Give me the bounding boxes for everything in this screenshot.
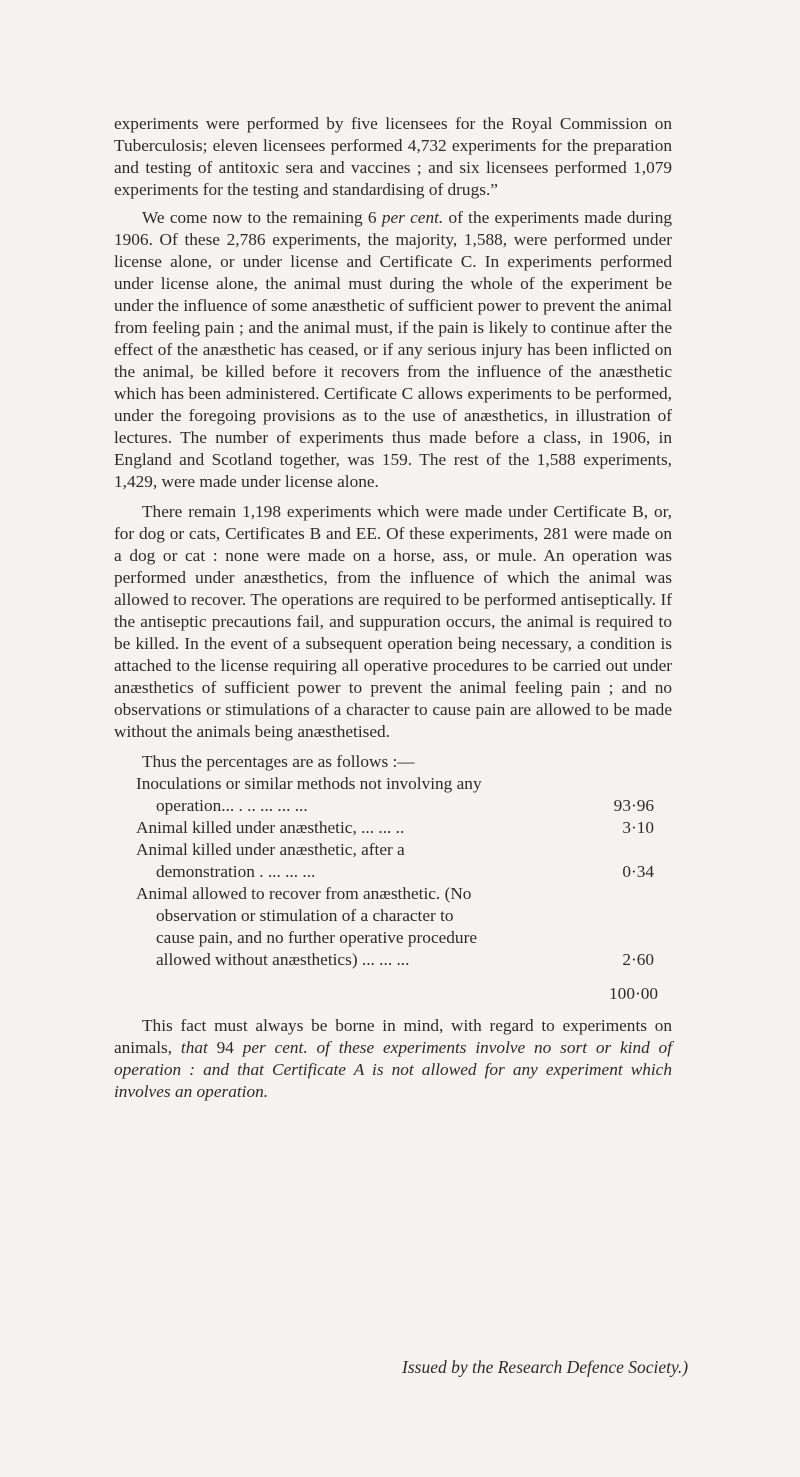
table-row-label	[136, 883, 590, 971]
table-row-label-line: Animal killed under anæsthetic, after a	[136, 840, 405, 859]
paragraph-1: experiments were performed by five licensees for the Royal Commission on Tuberculosis; eleven licensees performed 4,732 experiments for the preparation and testing of antitoxic sera and vaccines ; and six licensees performed 1,079 experiments for the testing and standardising of drugs.”	[114, 114, 672, 199]
table-row-label-line: Inoculations or similar methods not involving any	[136, 774, 482, 793]
paragraph-2-text-a: We come now to the remaining 6	[142, 208, 382, 227]
closing-text-b: 94	[207, 1038, 243, 1057]
table-row-label-line: cause pain, and no further operative procedure	[156, 928, 477, 947]
table-row-label	[136, 817, 590, 839]
table-row	[136, 883, 672, 971]
paragraph-2-italic: per cent.	[381, 208, 444, 227]
table-row	[136, 817, 672, 839]
paragraph-2-text-b: of the experiments made during 1906. Of these 2,786 experiments, the majority, 1,588, were performed under license alone, or under license and Certificate C. In experiments performed under license alone, the animal must during the whole of the experiment be under the influence of some anæsthetic of sufficient power to prevent the animal from feeling pain ; and the animal must, if the pain is likely to continue after the effect of the anæsthetic has ceased, or if any serious injury has been inflicted on the animal, be killed before it recovers from the influence of the anæsthetic which has been administered. Certificate C allows experiments to be performed, under the foregoing provisions as to the use of anæsthetics, in illustration of lectures. The number of experiments thus made before a class, in 1906, in England and Scotland together, was 159. The rest of the 1,588 experiments, 1,429, were made under license alone.	[114, 208, 673, 491]
closing-italic-a: that	[180, 1038, 208, 1057]
table-row-label-line: allowed without anæsthetics) ... ... ...	[156, 950, 410, 969]
table-row-label-line: demonstration . ... ... ...	[156, 862, 316, 881]
table-row-value: 3·10	[622, 818, 654, 837]
table-row-label-line: Animal killed under anæsthetic, ... ... ..	[136, 818, 405, 837]
table-row-label-line: observation or stimulation of a character to	[156, 906, 454, 925]
table-row-value: 2·60	[622, 950, 654, 969]
table-row-label	[136, 839, 590, 883]
table-total-row	[136, 983, 672, 1005]
paragraph-3: There remain 1,198 experiments which were made under Certificate B, or, for dog or cats, Certificates B and EE. Of these experiments, 281 were made on a dog or cat : none were made on a horse, ass, or mule. An operation was performed under anæsthetics, from the influence of which the animal was allowed to recover. The operations are required to be performed antiseptically. If the antiseptic precautions fail, and suppuration occurs, the animal is required to be killed. In the event of a subsequent operation being necessary, a condition is attached to the license requiring all operative procedures to be carried out under anæsthetics of sufficient power to prevent the animal feeling pain ; and no observations or stimulations of a character to cause pain are allowed to be made without the animals being anæsthetised.	[114, 502, 672, 741]
document-page	[114, 113, 672, 1103]
closing-text-a: This fact must always be borne in mind, with regard to experiments on animals,	[114, 1016, 672, 1057]
percentages-intro: Thus the percentages are as follows :—	[142, 752, 415, 771]
table-row-label-line: operation... . .. ... ... ...	[156, 796, 308, 815]
footer-note: Issued by the Research Defence Society.)	[402, 1357, 689, 1377]
table-total-spacer	[136, 983, 590, 1005]
percentages-table	[136, 773, 672, 1005]
table-row	[136, 773, 672, 817]
table-row	[136, 839, 672, 883]
table-row-value: 93·96	[613, 796, 654, 815]
closing-paragraph	[114, 1015, 672, 1103]
closing-italic-b: per cent. of these experiments involve no sort or kind of operation : and that Certificate A is not allowed for any experiment which involves an operation.	[114, 1038, 672, 1101]
paragraph-2	[114, 207, 672, 493]
table-row-value: 0·34	[622, 862, 654, 881]
table-row-label	[136, 773, 590, 817]
table-row-label-line: Animal allowed to recover from anæsthetic. (No	[136, 884, 472, 903]
table-total-value: 100·00	[609, 984, 658, 1003]
